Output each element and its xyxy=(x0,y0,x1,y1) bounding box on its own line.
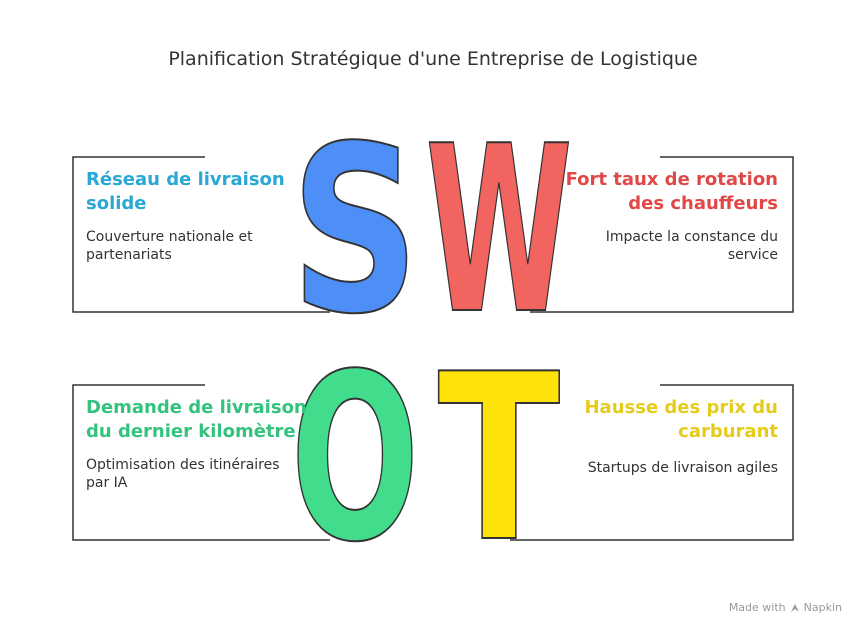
letter-o: O xyxy=(290,324,420,593)
weaknesses-description xyxy=(606,228,778,264)
threats-desc-line1: Startups de livraison agiles xyxy=(587,460,778,476)
weaknesses-heading xyxy=(566,168,778,216)
opportunities-desc-line1: Optimisation des itinéraires xyxy=(86,457,280,473)
made-with-label: Made with xyxy=(728,601,786,614)
made-with-napkin[interactable] xyxy=(729,601,842,614)
threats-description xyxy=(588,459,778,477)
letter-s: S xyxy=(290,97,420,365)
weaknesses-heading-line1: Fort taux de rotation xyxy=(565,169,778,190)
napkin-icon xyxy=(790,603,800,613)
diagram-title: Planification Stratégique d'une Entreprise de Logistique xyxy=(168,48,698,70)
letter-t: T xyxy=(437,325,561,593)
threats-heading-line1: Hausse des prix du xyxy=(584,397,778,418)
strengths-desc-line2: partenariats xyxy=(86,247,172,263)
strengths-heading xyxy=(86,168,285,216)
letter-w: W xyxy=(425,97,573,366)
opportunities-heading xyxy=(86,396,307,444)
threats-heading-line2: carburant xyxy=(678,421,778,442)
opportunities-desc-line2: par IA xyxy=(86,475,128,491)
opportunities-heading-line2: du dernier kilomètre xyxy=(86,421,296,442)
weaknesses-desc-line1: Impacte la constance du xyxy=(605,229,778,245)
strengths-description xyxy=(86,228,253,264)
opportunities-heading-line1: Demande de livraison xyxy=(86,397,307,418)
opportunities-description xyxy=(86,456,280,492)
threats-heading xyxy=(584,396,778,444)
strengths-heading-line1: Réseau de livraison xyxy=(86,169,285,190)
strengths-heading-line2: solide xyxy=(86,193,147,214)
weaknesses-desc-line2: service xyxy=(727,247,778,263)
napkin-brand-label: Napkin xyxy=(803,601,842,614)
weaknesses-heading-line2: des chauffeurs xyxy=(628,193,778,214)
strengths-desc-line1: Couverture nationale et xyxy=(86,229,253,245)
